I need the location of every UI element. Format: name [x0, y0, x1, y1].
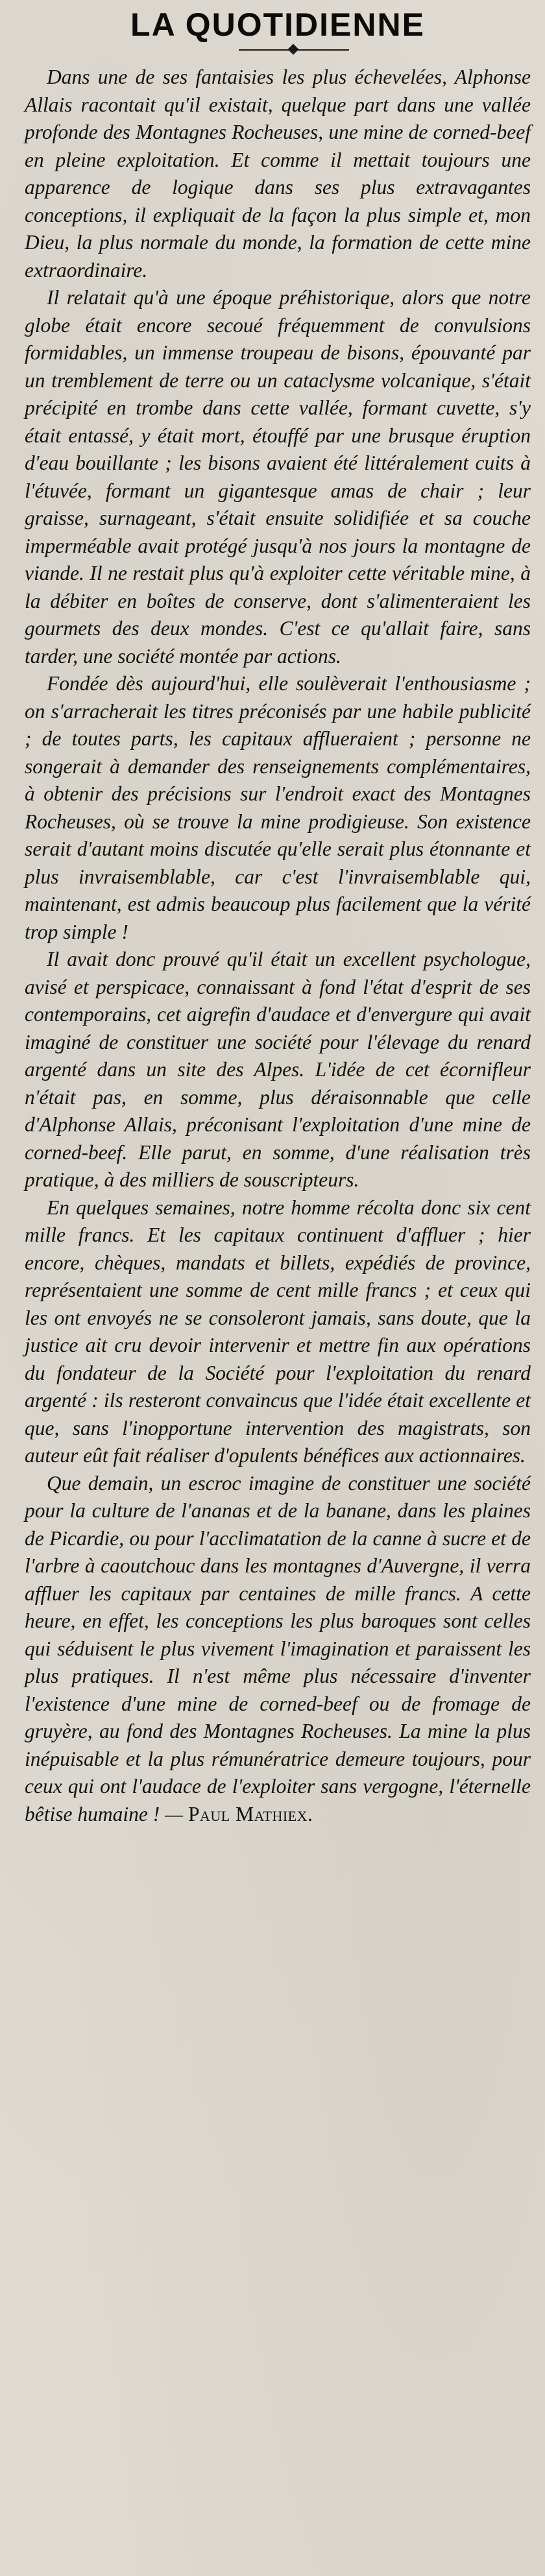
title-ornament	[288, 44, 299, 55]
article-paragraph: Il relatait qu'à une époque préhistorique, alors que notre globe était encore secoué fréquemment de convulsions formidables, un immense troupeau de bisons, épouvanté par un tremblement de terre ou un cataclysme volcanique, s'était précipité en trombe dans cette vallée, formant cuvette, s'y était entassé, y était mort, étouffé par une brusque éruption d'eau bouillante ; les bisons avaient été littéralement cuits à l'étuvée, formant un gigantesque amas de chair ; leur graisse, surnageant, s'était ensuite solidifiée et sa couche imperméable avait protégé jusqu'à nos jours la montagne de viande. Il ne restait plus qu'à exploiter cette véritable mine, à la débiter en boîtes de conserve, dont s'alimenteraient les gourmets des deux mondes. C'est ce qu'allait faire, sans tarder, une société montée par actions.	[25, 286, 531, 668]
article-paragraph: Dans une de ses fantaisies les plus échevelées, Alphonse Allais racontait qu'il existait, quelque part dans une vallée profonde des Montagnes Rocheuses, une mine de corned-beef en pleine exploitation. Et comme il mettait toujours une apparence de logique dans ses plus extravagantes conceptions, il expliquait de la façon la plus simple et, mon Dieu, la plus normale du monde, la formation de cette mine extraordinaire.	[25, 66, 531, 282]
article-body	[25, 64, 531, 1828]
article-paragraph: Il avait donc prouvé qu'il était un excellent psychologue, avisé et perspicace, connaissant à fond l'état d'esprit de ses contemporains, cet aigrefin d'audace et d'envergure qui avait imaginé de constituer une société pour l'élevage du renard argenté dans un site des Alpes. L'idée de cet écornifleur n'était pas, en somme, plus déraisonnable que celle d'Alphonse Allais, préconisant l'exploitation d'une mine de corned-beef. Elle parut, en somme, d'une réalisation très pratique, à des milliers de souscripteurs.	[25, 948, 531, 1191]
column-title: LA QUOTIDIENNE	[130, 6, 425, 43]
article-paragraph-last	[25, 1470, 531, 1829]
signature-dash: —	[165, 1802, 184, 1825]
article-paragraph: Fondée dès aujourd'hui, elle soulèverait l'enthousiasme ; on s'arracherait les titres préconisés par une habile publicité ; de toutes parts, les capitaux afflueraient ; personne ne songerait à demander des renseignements complémentaires, à obtenir des précisions sur l'endroit exact des Montagnes Rocheuses, où se trouve la mine prodigieuse. Son existence serait d'autant moins discutée qu'elle serait plus étonnante et plus invraisemblable, car c'est l'invraisemblable qui, maintenant, est admis beaucoup plus facilement que la vérité trop simple !	[25, 672, 531, 943]
article-paragraph: En quelques semaines, notre homme récolta donc six cent mille francs. Et les capitaux continuent d'affluer ; hier encore, chèques, mandats et billets, expédiés de province, représentaient une somme de cent mille francs ; et ceux qui les ont envoyés ne se consoleront jamais, sans doute, que la justice ait cru devoir intervenir et mettre fin aux opérations du fondateur de la Société pour l'exploitation du renard argenté : ils resteront convaincus que l'idée était excellente et que, sans l'inopportune intervention des magistrats, son auteur eût fait réaliser d'opulents bénéfices aux actionnaires.	[25, 1196, 531, 1467]
column-header	[25, 4, 531, 56]
author-signature: Paul Mathiex.	[188, 1802, 313, 1825]
article-paragraph-text: Que demain, un escroc imagine de constituer une société pour la culture de l'ananas et de la banane, dans les plaines de Picardie, ou pour l'acclimatation de la canne à sucre et de l'arbre à caoutchouc dans les montagnes d'Auvergne, il verra affluer les capitaux par centaines de mille francs. A cette heure, en effet, les conceptions les plus baroques sont celles qui séduisent le plus vivement l'imagination et paraissent les plus pratiques. Il n'est même plus nécessaire d'inventer l'existence d'une mine de corned-beef ou de fromage de gruyère, au fond des Montagnes Rocheuses. La mine la plus inépuisable et la plus rémunératrice demeure toujours, pour ceux qui ont l'audace de l'exploiter sans vergogne, l'éternelle bêtise humaine !	[25, 1471, 531, 1825]
